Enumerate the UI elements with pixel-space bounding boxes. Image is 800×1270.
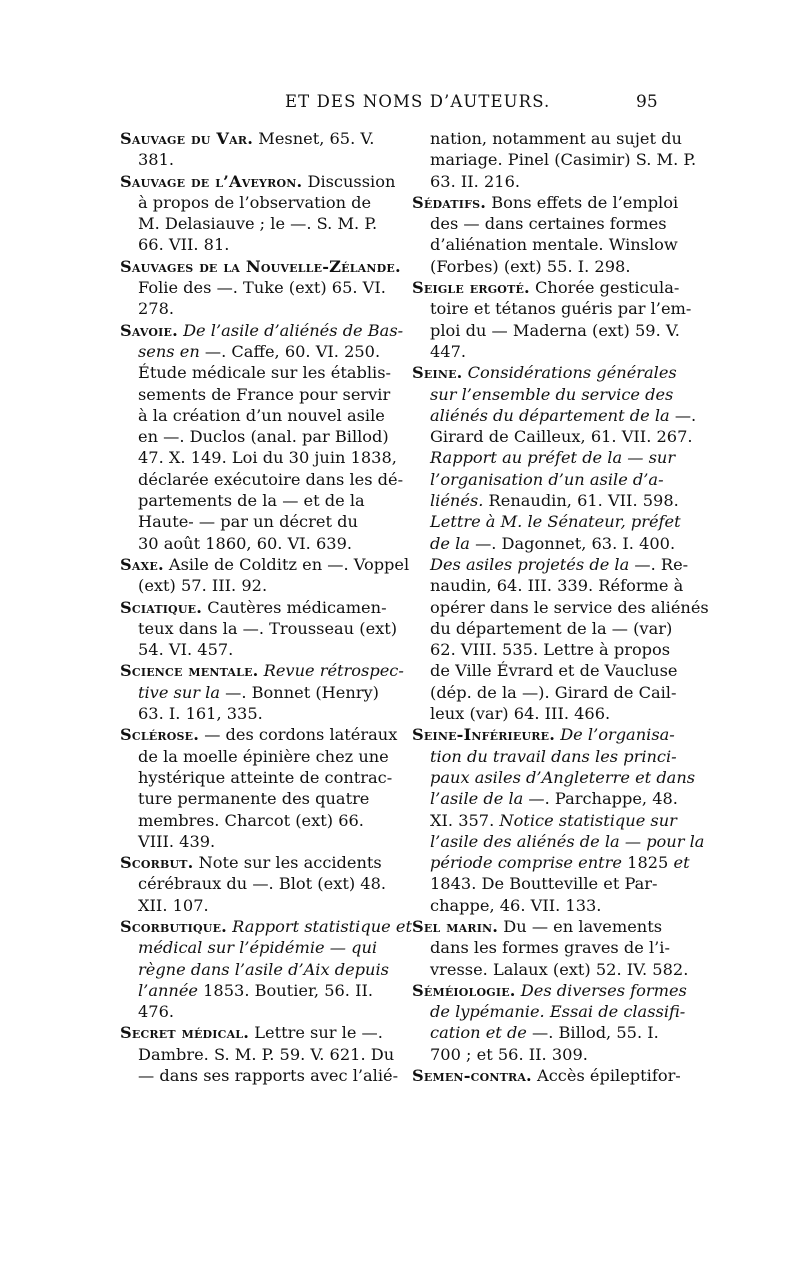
- italic-title-text: Des diverses formes: [520, 980, 687, 1000]
- index-line: [412, 703, 694, 724]
- index-line: [412, 447, 694, 468]
- index-line: [412, 618, 694, 639]
- index-line: [120, 277, 402, 298]
- italic-title-text: de lypémanie. Essai de classifi-: [430, 1002, 686, 1022]
- entry-text: 66. VII. 81.: [138, 235, 230, 255]
- entry-text: 54. VI. 457.: [138, 640, 234, 660]
- entry-text: — dans ses rapports avec l’alié-: [138, 1066, 399, 1086]
- index-line: [120, 128, 402, 149]
- italic-title-text: tion du travail dans les princi-: [430, 746, 677, 766]
- italic-title-text: Considérations générales: [467, 363, 677, 383]
- index-line: [120, 511, 402, 532]
- entry-text: 700 ; et 56. II. 309.: [430, 1044, 588, 1064]
- index-line: [120, 213, 402, 234]
- page-header-title: ET DES NOMS D’AUTEURS.: [285, 92, 551, 111]
- entry-text: chappe, 46. VII. 133.: [430, 895, 602, 915]
- entry-text: leux (var) 64. III. 466.: [430, 704, 611, 724]
- index-line: [412, 554, 694, 575]
- index-line: [120, 831, 402, 852]
- entry-text: de Ville Évrard et de Vaucluse: [430, 661, 678, 681]
- italic-title-text: tive sur la: [138, 682, 220, 702]
- entry-text: teux dans la —. Trousseau (ext): [138, 618, 398, 638]
- index-line: [120, 746, 402, 767]
- entry-headword: Secret médical.: [120, 1023, 250, 1043]
- index-line: [412, 873, 694, 894]
- entry-text: ploi du — Maderna (ext) 59. V.: [430, 320, 680, 340]
- entry-text: de la moelle épinière chez une: [138, 746, 389, 766]
- index-line: [412, 128, 694, 149]
- index-line: [120, 703, 402, 724]
- entry-text: XI. 357.: [430, 810, 500, 830]
- index-column-left: [120, 128, 412, 1086]
- entry-text: 447.: [430, 341, 467, 361]
- index-line: [412, 511, 694, 532]
- italic-title-text: l’organisation d’un asile d’a-: [430, 469, 664, 489]
- index-line: [120, 937, 402, 958]
- index-line: [412, 746, 694, 767]
- index-line: [412, 852, 694, 873]
- index-line: [120, 554, 410, 575]
- italic-title-text: et: [673, 853, 690, 873]
- running-header: [0, 92, 800, 118]
- entry-text: Accès épileptifor-: [531, 1066, 681, 1086]
- entry-text: nation, notamment au sujet du: [430, 129, 682, 148]
- index-line: [120, 788, 402, 809]
- index-line: [412, 533, 694, 554]
- index-line: [412, 895, 694, 916]
- index-line: [120, 575, 402, 596]
- italic-title-text: sur l’ensemble du service des: [430, 384, 674, 404]
- index-line: [120, 1022, 402, 1043]
- italic-title-text: De l’organisa-: [560, 725, 675, 745]
- index-line: [120, 469, 402, 490]
- italic-title-text: Lettre à M. le Sénateur, préfet: [430, 512, 681, 532]
- index-line: [412, 724, 694, 745]
- italic-title-text: liénés.: [430, 491, 484, 511]
- entry-text: vresse. Lalaux (ext) 52. IV. 582.: [430, 959, 689, 979]
- entry-headword: Scorbutique.: [120, 916, 227, 936]
- index-line: [120, 490, 402, 511]
- index-line: [120, 810, 402, 831]
- entry-text: Chorée gesticula-: [529, 278, 680, 298]
- index-line: [120, 639, 402, 660]
- index-line: [412, 1001, 694, 1022]
- entry-text: 381.: [138, 150, 175, 170]
- index-line: [120, 1001, 402, 1022]
- entry-text: 476.: [138, 1002, 175, 1022]
- index-line: [412, 767, 694, 788]
- entry-text: — des cordons latéraux: [199, 725, 398, 745]
- entry-text: Renaudin, 61. VII. 598.: [483, 491, 679, 511]
- entry-text: Girard de Cailleux, 61. VII. 267.: [430, 427, 693, 447]
- entry-text: partements de la — et de la: [138, 491, 365, 511]
- italic-title-text: l’asile de la: [430, 789, 524, 809]
- index-line: [412, 575, 694, 596]
- index-line: [120, 341, 402, 362]
- index-line: [412, 597, 709, 618]
- index-line: [120, 149, 402, 170]
- italic-title-text: Rapport au préfet de la — sur: [430, 448, 676, 468]
- entry-text: 63. I. 161, 335.: [138, 704, 263, 724]
- entry-headword: Sclérose.: [120, 725, 200, 745]
- entry-text: cérébraux du —. Blot (ext) 48.: [138, 874, 387, 894]
- entry-text: Dambre. S. M. P. 59. V. 621. Du: [138, 1044, 395, 1064]
- entry-text: Étude médicale sur les établis-: [138, 363, 391, 383]
- index-line: [412, 320, 694, 341]
- index-line: [120, 597, 402, 618]
- entry-text: membres. Charcot (ext) 66.: [138, 810, 364, 830]
- index-line: [412, 149, 697, 170]
- index-line: [412, 788, 694, 809]
- index-line: [120, 320, 402, 341]
- entry-text: toire et tétanos guéris par l’em-: [430, 299, 692, 319]
- entry-text: déclarée exécutoire dans les dé-: [138, 469, 404, 489]
- index-line: [412, 405, 697, 426]
- entry-headword: Sauvage du Var.: [120, 129, 254, 148]
- entry-text: (dép. de la —). Girard de Cail-: [430, 682, 677, 702]
- index-line: [412, 639, 694, 660]
- index-line: [120, 362, 402, 383]
- italic-title-text: sens en: [138, 341, 200, 361]
- entry-text: naudin, 64. III. 339. Réforme à: [430, 576, 684, 596]
- index-line: [412, 810, 694, 831]
- entry-text: M. Delasiauve ; le —. S. M. P.: [138, 214, 378, 234]
- italic-title-text: De l’asile d’aliénés de Bas-: [183, 320, 404, 340]
- index-line: [412, 831, 705, 852]
- entry-headword: Sciatique.: [120, 597, 203, 617]
- entry-text: opérer dans le service des aliénés: [430, 597, 709, 617]
- entry-headword: Seine.: [412, 363, 463, 383]
- entry-text: —.: [669, 405, 697, 425]
- index-line: [412, 213, 694, 234]
- entry-text: —. Caffe, 60. VI. 250.: [199, 341, 381, 361]
- index-line: [412, 490, 694, 511]
- italic-title-text: Revue rétrospec-: [263, 661, 404, 681]
- italic-title-text: médical sur l’épidémie — qui: [138, 938, 378, 958]
- entry-text: du département de la — (var): [430, 618, 673, 638]
- entry-text: Folie des —. Tuke (ext) 65. VI.: [138, 278, 386, 298]
- entry-text: 62. VIII. 535. Lettre à propos: [430, 640, 671, 660]
- index-line: [412, 959, 694, 980]
- entry-text: à la création d’un nouvel asile: [138, 405, 385, 425]
- italic-title-text: aliénés du département de la: [430, 405, 670, 425]
- index-line: [120, 234, 402, 255]
- index-line: [120, 447, 402, 468]
- entry-text: 47. X. 149. Loi du 30 juin 1838,: [138, 448, 397, 468]
- entry-headword: Saxe.: [120, 554, 164, 574]
- index-line: [412, 192, 694, 213]
- entry-text: —. Parchappe, 48.: [523, 789, 678, 809]
- index-line: [120, 533, 402, 554]
- entry-text: Bons effets de l’emploi: [486, 192, 679, 212]
- entry-headword: Semen-contra.: [412, 1066, 532, 1086]
- index-line: [120, 959, 402, 980]
- entry-text: (Forbes) (ext) 55. I. 298.: [430, 256, 631, 276]
- index-line: [412, 980, 694, 1001]
- index-line: [120, 980, 402, 1001]
- italic-title-text: l’année: [138, 980, 198, 1000]
- italic-title-text: l’asile des aliénés de la — pour la: [430, 831, 705, 851]
- entry-text: Lettre sur le —.: [249, 1023, 383, 1043]
- index-line: [412, 469, 694, 490]
- entry-text: hystérique atteinte de contrac-: [138, 767, 393, 787]
- entry-text: dans les formes graves de l’i-: [430, 938, 670, 958]
- index-line: [120, 724, 402, 745]
- entry-headword: Séméiologie.: [412, 980, 516, 1000]
- index-line: [120, 171, 402, 192]
- entry-text: Mesnet, 65. V.: [253, 129, 375, 148]
- index-line: [412, 1044, 694, 1065]
- index-line: [120, 660, 402, 681]
- italic-title-text: paux asiles d’Angleterre et dans: [430, 767, 696, 787]
- entry-text: —. Billod, 55. I.: [526, 1023, 659, 1043]
- index-line: [120, 1044, 402, 1065]
- index-column-right: [412, 128, 709, 1086]
- entry-text: 278.: [138, 299, 175, 319]
- entry-text: Cautères médicamen-: [202, 597, 387, 617]
- entry-text: Haute- — par un décret du: [138, 512, 358, 532]
- entry-text: —. Re-: [629, 554, 689, 574]
- entry-text: 1853. Boutier, 56. II.: [197, 980, 374, 1000]
- entry-headword: Sauvages de la Nouvelle-Zélande.: [120, 256, 401, 276]
- entry-text: Asile de Colditz en —. Voppel: [163, 554, 410, 574]
- italic-title-text: de la: [430, 533, 470, 553]
- entry-headword: Savoie.: [120, 320, 178, 340]
- index-line: [412, 341, 694, 362]
- index-line: [412, 384, 694, 405]
- index-line: [412, 298, 694, 319]
- italic-title-text: cation et de: [430, 1023, 527, 1043]
- entry-headword: Science mentale.: [120, 661, 259, 681]
- entry-text: des — dans certaines formes: [430, 214, 667, 234]
- index-line: [412, 362, 694, 383]
- entry-text: mariage. Pinel (Casimir) S. M. P.: [430, 150, 697, 170]
- index-line: [412, 171, 694, 192]
- entry-text: sements de France pour servir: [138, 384, 391, 404]
- entry-text: en —. Duclos (anal. par Billod): [138, 427, 389, 447]
- index-line: [412, 426, 694, 447]
- index-line: [120, 767, 402, 788]
- index-line: [120, 384, 402, 405]
- entry-text: ture permanente des quatre: [138, 789, 370, 809]
- entry-headword: Scorbut.: [120, 853, 194, 873]
- entry-text: 1825: [622, 853, 674, 873]
- index-line: [412, 277, 694, 298]
- italic-title-text: Des asiles projetés de la: [430, 554, 630, 574]
- index-line: [120, 618, 402, 639]
- entry-text: Note sur les accidents: [193, 853, 382, 873]
- index-line: [412, 256, 694, 277]
- index-line: [412, 937, 694, 958]
- index-line: [120, 852, 402, 873]
- italic-title-text: période comprise entre: [430, 853, 622, 873]
- entry-headword: Seigle ergoté.: [412, 278, 530, 298]
- entry-headword: Seine-Inférieure.: [412, 725, 556, 745]
- italic-title-text: Notice statistique sur: [499, 810, 677, 830]
- index-line: [120, 1065, 402, 1086]
- entry-headword: Sédatifs.: [412, 192, 487, 212]
- entry-text: (ext) 57. III. 92.: [138, 576, 268, 596]
- entry-text: —. Dagonnet, 63. I. 400.: [469, 533, 676, 553]
- index-line: [120, 298, 402, 319]
- entry-text: VIII. 439.: [138, 831, 216, 851]
- index-line: [412, 916, 694, 937]
- index-line: [120, 873, 402, 894]
- entry-text: 30 août 1860, 60. VI. 639.: [138, 533, 353, 553]
- italic-title-text: Rapport statistique et: [232, 916, 412, 936]
- entry-text: d’aliénation mentale. Winslow: [430, 235, 678, 255]
- index-line: [412, 660, 694, 681]
- index-line: [412, 682, 694, 703]
- entry-text: —. Bonnet (Henry): [220, 682, 379, 702]
- index-line: [120, 682, 402, 703]
- index-line: [412, 1022, 694, 1043]
- entry-headword: Sauvage de l’Aveyron.: [120, 171, 303, 191]
- index-line: [120, 405, 402, 426]
- entry-text: 1843. De Boutteville et Par-: [430, 874, 658, 894]
- index-line: [120, 192, 402, 213]
- index-line: [120, 916, 412, 937]
- entry-text: 63. II. 216.: [430, 171, 521, 191]
- entry-text: Du — en lavements: [498, 916, 663, 936]
- index-line: [120, 895, 402, 916]
- index-line: [120, 426, 402, 447]
- entry-headword: Sel marin.: [412, 916, 499, 936]
- page-number: 95: [636, 92, 658, 112]
- index-line: [412, 234, 694, 255]
- entry-text: Discussion: [302, 171, 396, 191]
- index-line: [412, 1065, 694, 1086]
- entry-text: XII. 107.: [138, 895, 209, 915]
- index-line: [120, 256, 402, 277]
- italic-title-text: règne dans l’asile d’Aix depuis: [138, 959, 389, 979]
- entry-text: à propos de l’observation de: [138, 192, 372, 212]
